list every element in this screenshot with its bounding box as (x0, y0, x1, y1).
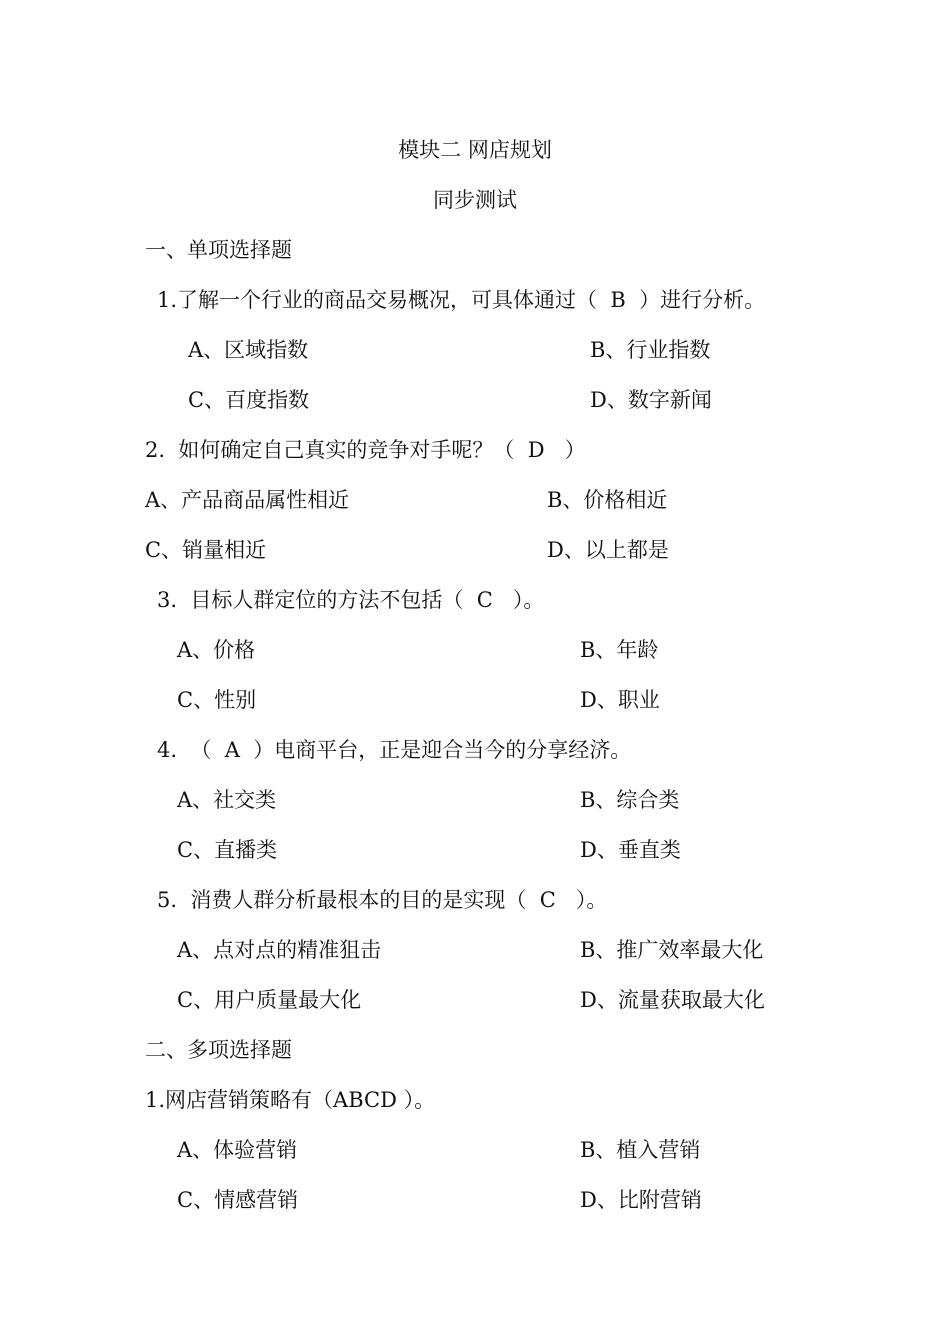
question-4-text: 4. （ A ）电商平台，正是迎合当今的分享经济。 (157, 738, 632, 762)
question-4-option-a: A、社交类 (177, 788, 277, 812)
question-1-option-c: C、百度指数 (188, 388, 310, 412)
question-4-option-b: B、综合类 (580, 788, 680, 812)
multi-question-1-text: 1.网店营销策略有（ABCD ）。 (145, 1088, 436, 1112)
question-1-option-a: A、区域指数 (188, 338, 309, 362)
question-5-option-d: D、流量获取最大化 (580, 988, 765, 1012)
question-5-option-b: B、推广效率最大化 (580, 938, 764, 962)
question-4-option-d: D、垂直类 (580, 838, 681, 862)
section-heading-multiple-choice: 二、多项选择题 (145, 1038, 292, 1062)
question-1-option-d: D、数字新闻 (590, 388, 712, 412)
question-3-option-c: C、性别 (177, 688, 257, 712)
multi-question-1-option-a: A、体验营销 (177, 1138, 298, 1162)
question-4-option-c: C、直播类 (177, 838, 278, 862)
question-2-text: 2. 如何确定自己真实的竞争对手呢？（ D ） (145, 438, 586, 462)
question-5-option-c: C、用户质量最大化 (177, 988, 362, 1012)
question-5-option-a: A、点对点的精准狙击 (177, 938, 382, 962)
question-3-text: 3. 目标人群定位的方法不包括（ C ）。 (157, 588, 545, 612)
page-subtitle: 同步测试 (433, 188, 517, 212)
question-2-option-b: B、价格相近 (547, 488, 668, 512)
multi-question-1-option-b: B、植入营销 (580, 1138, 701, 1162)
question-2-option-d: D、以上都是 (547, 538, 669, 562)
question-1-text: 1.了解一个行业的商品交易概况，可具体通过（ B ）进行分析。 (157, 288, 766, 312)
question-1-option-b: B、行业指数 (590, 338, 711, 362)
question-3-option-a: A、价格 (177, 638, 256, 662)
question-2-option-c: C、销量相近 (145, 538, 267, 562)
question-2-option-a: A、产品商品属性相近 (145, 488, 350, 512)
multi-question-1-option-d: D、比附营销 (580, 1188, 702, 1212)
page-title: 模块二 网店规划 (398, 138, 552, 162)
question-3-option-d: D、职业 (580, 688, 660, 712)
question-5-text: 5. 消费人群分析最根本的目的是实现（ C ）。 (157, 888, 608, 912)
multi-question-1-option-c: C、情感营销 (177, 1188, 299, 1212)
question-3-option-b: B、年龄 (580, 638, 659, 662)
section-heading-single-choice: 一、单项选择题 (145, 238, 292, 262)
